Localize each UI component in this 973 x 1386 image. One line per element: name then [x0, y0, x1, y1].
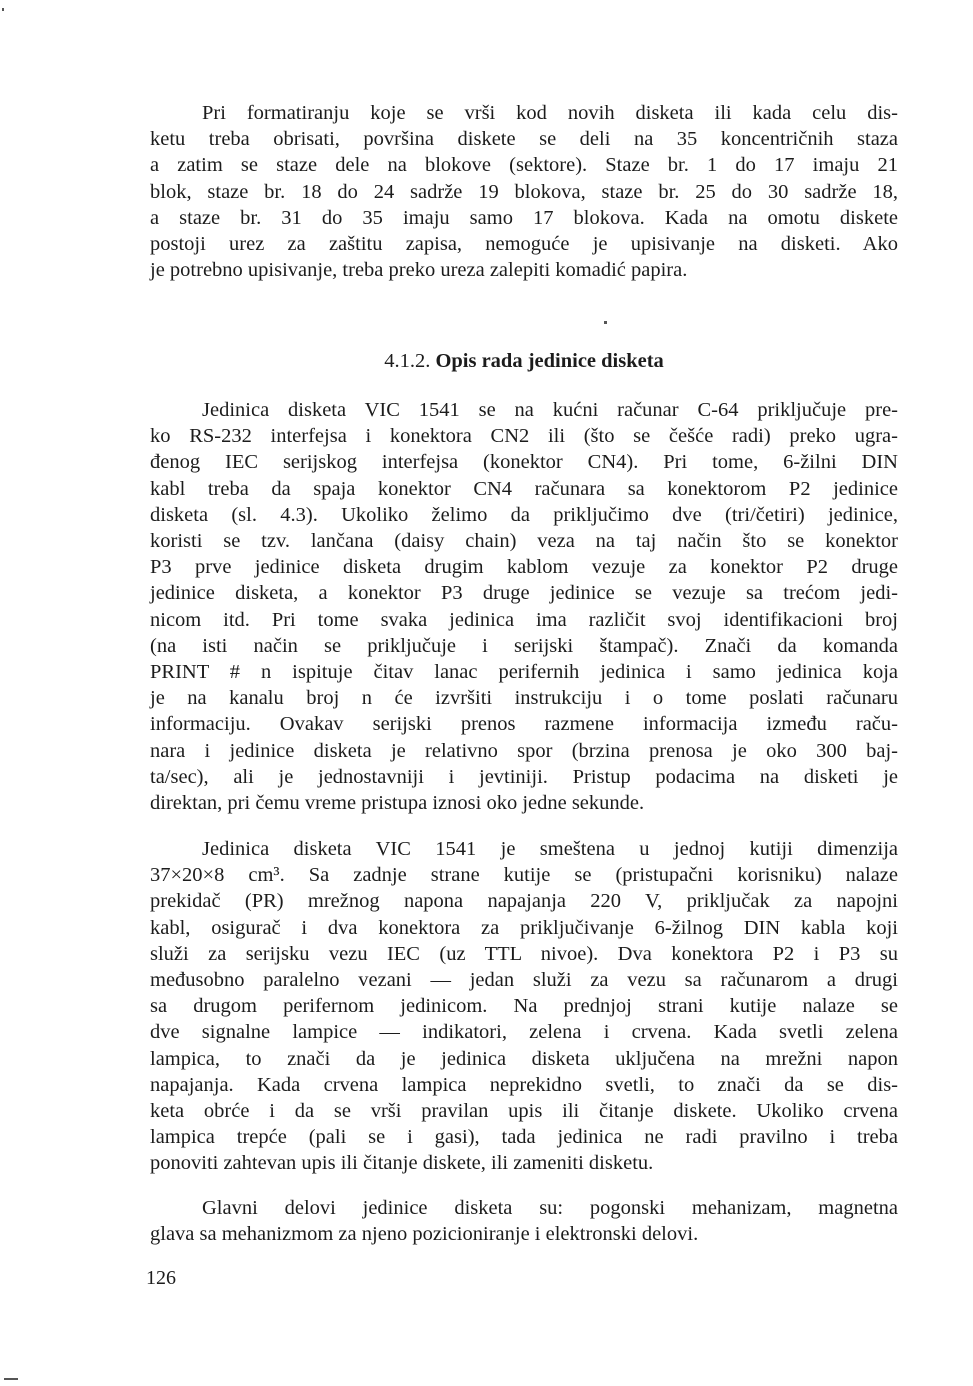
text-line: P3 prve jedinice disketa drugim kablom vezuje za konektor P2 druge: [150, 556, 898, 579]
scan-speck: [604, 321, 607, 324]
section-number: 4.1.2.: [384, 350, 431, 372]
text-line: a staze br. 31 do 35 imaju samo 17 blokova. Kada na omotu diskete: [150, 206, 898, 229]
text-line: nara i jedinice disketa je relativno spor (brzina prenosa je oko 300 baj-: [150, 739, 898, 762]
text-line: međusobno paralelno vezani — jedan služi za vezu sa računarom a drugi: [150, 969, 898, 992]
text-line: kabl, osigurač i dva konektora za priključivanje 6-žilnog DIN kabla koji: [150, 916, 898, 939]
text-line: ketu treba obrisati, površina diskete se deli na 35 koncentričnih staza: [150, 128, 898, 151]
text-line: 37×20×8 cm³. Sa zadnje strane kutije se (pristupačni korisniku) nalaze: [150, 864, 898, 887]
text-line: PRINT # n ispituje čitav lanac perifernih jedinica i samo jedinica koja: [150, 661, 898, 684]
paragraph-main-parts: [150, 1195, 898, 1247]
text-line: sa drugom perifernom jedinicom. Na prednjoj strani kutije nalaze se: [150, 995, 898, 1018]
text-line: postoji urez za zaštitu zapisa, nemoguće je upisivanje na disketi. Ako: [150, 233, 898, 256]
text-line: nicom itd. Pri tome svaka jedinica ima različit svoj identifikacioni broj: [150, 608, 898, 631]
text-line: koristi se tzv. lančana (daisy chain) veza na taj način što se konektor: [150, 530, 898, 553]
text-line: Pri formatiranju koje se vrši kod novih disketa ili kada celu dis-: [202, 102, 898, 124]
paragraph-formatting: [150, 100, 898, 283]
text-line: đenog IEC serijskog interfejsa (konektor CN4). Pri tome, 6-žilni DIN: [150, 451, 898, 474]
text-line: služi za serijsku vezu IEC (uz TTL nivoe). Dva konektora P2 i P3 su: [150, 942, 898, 965]
text-line: glava sa mehanizmom za njeno pozicioniranje i elektronski delovi.: [150, 1223, 699, 1246]
text-line: je potrebno upisivanje, treba preko ureza zalepiti komadić papira.: [150, 259, 688, 282]
scan-speck: [2, 8, 4, 11]
text-line: prekidač (PR) mrežnog napona napajanja 220 V, priključak za napojni: [150, 890, 898, 913]
text-line: ko RS-232 interfejsa i konektora CN2 ili (što se češće radi) preko ugra-: [150, 425, 898, 448]
text-line: je na kanalu broj n će izvršiti instrukciju i o tome poslati računaru: [150, 687, 898, 710]
paragraph-housing: [150, 836, 898, 1177]
scan-speck: [4, 1378, 18, 1380]
text-line: Jedinica disketa VIC 1541 se na kućni računar C-64 priključuje pre-: [202, 399, 898, 421]
text-line: napajanja. Kada crvena lampica neprekidno svetli, to znači da se dis-: [150, 1073, 898, 1096]
text-line: keta obrće i da se vrši pravilan upis ili čitanje diskete. Ukoliko crvena: [150, 1100, 898, 1123]
section-heading: [150, 348, 898, 374]
text-line: jedinice disketa, a konektor P3 druge jedinice se vezuje sa trećom jedi-: [150, 582, 898, 605]
section-title: Opis rada jedinice disketa: [435, 350, 664, 372]
text-line: ponoviti zahtevan upis ili čitanje diskete, ili zameniti disketu.: [150, 1152, 654, 1175]
text-line: lampica, to znači da je jedinica disketa uključena na mrežni napon: [150, 1047, 898, 1070]
text-line: dve signalne lampice — indikatori, zelena i crvena. Kada svetli zelena: [150, 1021, 898, 1044]
text-line: kabl treba da spaja konektor CN4 računara sa konektorom P2 jedinice: [150, 477, 898, 500]
text-line: blok, staze br. 18 do 24 sadrže 19 blokova, staze br. 25 do 30 sadrže 18,: [150, 180, 898, 203]
text-line: Glavni delovi jedinice disketa su: pogonski mehanizam, magnetna: [202, 1197, 898, 1219]
text-line: lampica trepće (pali se i gasi), tada jedinica ne radi pravilno i treba: [150, 1126, 898, 1149]
paragraph-connection: [150, 397, 898, 816]
text-line: direktan, pri čemu vreme pristupa iznosi oko jedne sekunde.: [150, 792, 645, 815]
text-line: disketa (sl. 4.3). Ukoliko želimo da priključimo dve (tri/četiri) jedinice,: [150, 503, 898, 526]
page-number: 126: [146, 1267, 176, 1289]
text-line: informaciju. Ovakav serijski prenos razmene informacija između raču-: [150, 713, 898, 736]
text-line: ta/sec), ali je jednostavniji i jevtiniji. Pristup podacima na disketi je: [150, 765, 898, 788]
text-line: Jedinica disketa VIC 1541 je smeštena u jednoj kutiji dimenzija: [202, 838, 898, 860]
text-line: a zatim se staze dele na blokove (sektore). Staze br. 1 do 17 imaju 21: [150, 154, 898, 177]
text-line: (na isti način se priključuje i serijski štampač). Znači da komanda: [150, 634, 898, 657]
